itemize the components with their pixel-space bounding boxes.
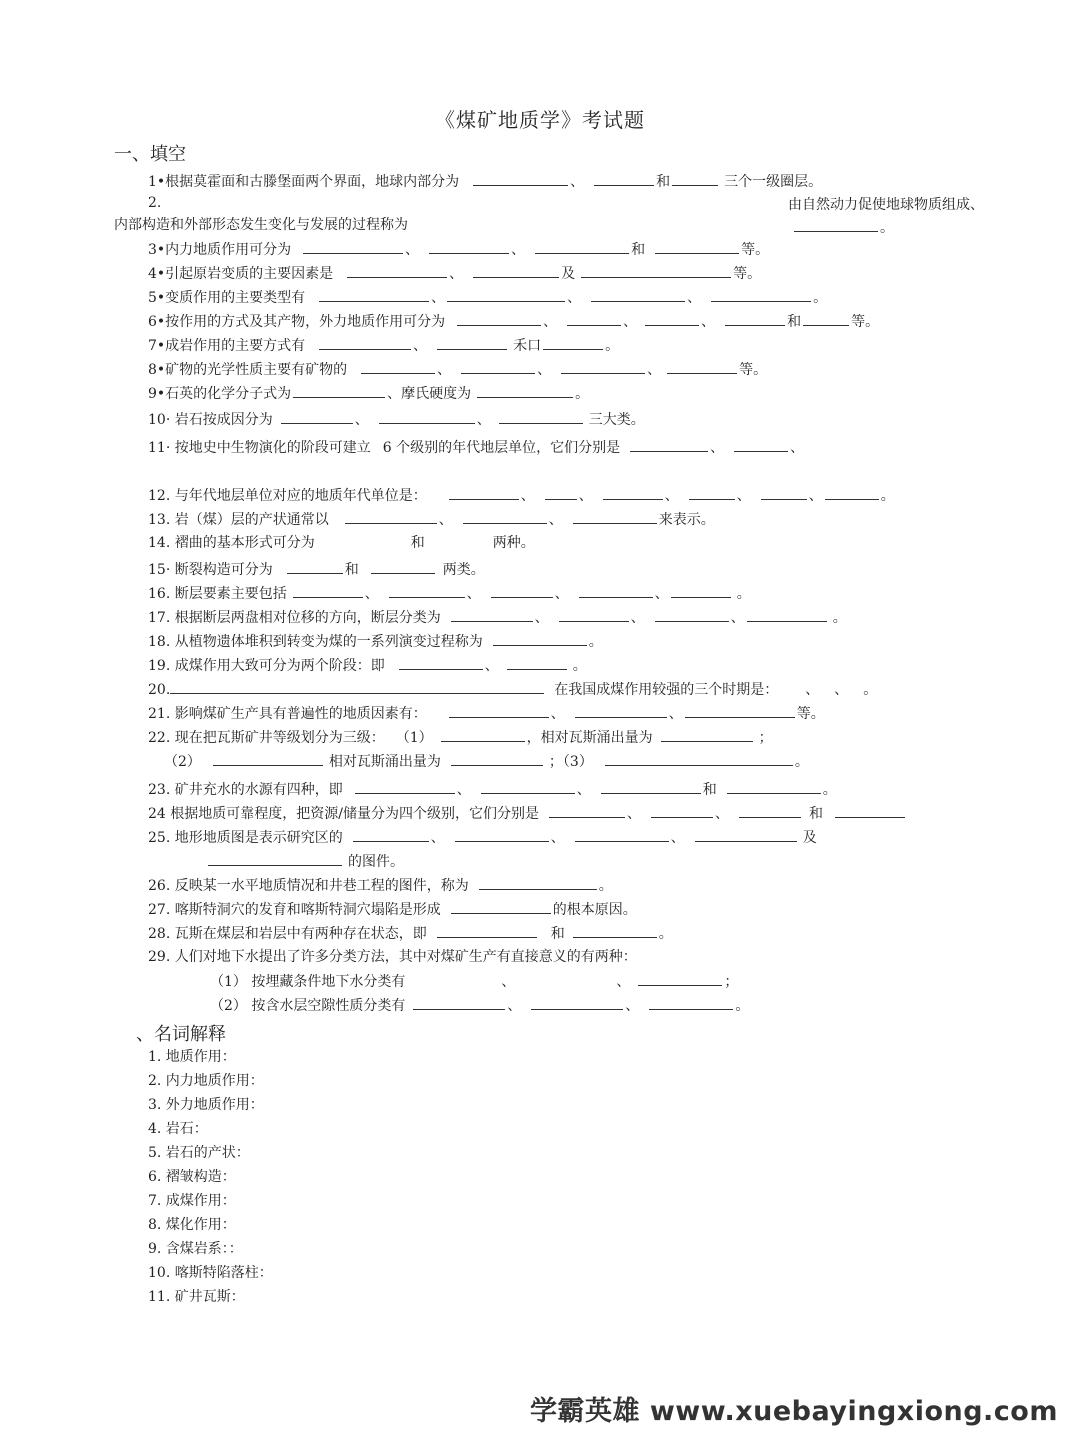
question-19: 19. 成煤作用大致可分为两个阶段：即 、 。 xyxy=(148,658,587,674)
question-16: 16. 断层要素主要包括 、 、 、 、 。 xyxy=(148,586,751,602)
term-item: 2. 内力地质作用： xyxy=(148,1073,264,1089)
question-7: 7•成岩作用的主要方式有 、 禾口 。 xyxy=(148,338,620,354)
question-25-cont: 的图件。 xyxy=(206,852,404,871)
term-item: 11. 矿井瓦斯： xyxy=(148,1289,245,1305)
question-2-number: 2. xyxy=(148,195,162,211)
question-22-cont: （2） 相对瓦斯涌出量为 ；（3） 。 xyxy=(164,754,809,770)
term-item: 6. 褶皱构造： xyxy=(148,1169,236,1185)
question-18: 18. 从植物遗体堆积到转变为煤的一系列演变过程称为 。 xyxy=(148,634,603,650)
question-3: 3•内力地质作用可分为 、 、 和 等。 xyxy=(148,242,770,258)
question-24: 24 根据地质可靠程度，把资源/储量分为四个级别，它们分别是 、 、 和 xyxy=(148,804,907,823)
question-2-text: 由自然动力促使地球物质组成、 xyxy=(788,197,984,213)
page-title: 《煤矿地质学》考试题 xyxy=(435,108,645,132)
term-item: 10. 喀斯特陷落柱： xyxy=(148,1265,273,1281)
term-item: 3. 外力地质作用： xyxy=(148,1097,264,1113)
question-14: 14. 褶曲的基本形式可分为 和 两种。 xyxy=(148,535,535,551)
term-item: 1. 地质作用： xyxy=(148,1049,236,1065)
term-item: 7. 成煤作用： xyxy=(148,1193,236,1209)
term-item: 5. 岩石的产状： xyxy=(148,1145,250,1161)
question-11: 11· 按地史中生物演化的阶段可建立 6 个级别的年代地层单位，它们分别是 、 、 xyxy=(148,440,805,456)
question-25: 25. 地形地质图是表示研究区的 、 、 、 及 xyxy=(148,830,817,846)
question-9: 9•石英的化学分子式为 、摩氏硬度为 。 xyxy=(148,386,590,402)
question-29-a: （1） 按埋藏条件地下水分类有 、 、 ； xyxy=(210,974,739,990)
term-item: 4. 岩石： xyxy=(148,1121,208,1137)
watermark: 学霸英雄 www.xuebayingxiong.com xyxy=(529,1396,1058,1427)
question-20: 20. 在我国成煤作用较强的三个时期是： 、 、 。 xyxy=(148,682,878,698)
question-6: 6•按作用的方式及其产物，外力地质作用可分为 、 、 、 和 等。 xyxy=(148,314,880,330)
question-10: 10· 岩石按成因分为 、 、 三大类。 xyxy=(148,412,645,428)
section-terms: 、名词解释 xyxy=(136,1024,226,1045)
question-29-b: （2） 按含水层空隙性质分类有 、 、 。 xyxy=(210,998,750,1014)
term-item: 8. 煤化作用： xyxy=(148,1217,236,1233)
question-12: 12. 与年代地层单位对应的地质年代单位是： 、 、 、 、 、 。 xyxy=(148,488,895,504)
question-21: 21. 影响煤矿生产具有普遍性的地质因素有： 、 、 等。 xyxy=(148,706,825,722)
term-item: 9. 含煤岩系：： xyxy=(148,1241,243,1257)
question-8: 8•矿物的光学性质主要有矿物的 、 、 、 等。 xyxy=(148,362,768,378)
question-17: 17. 根据断层两盘相对位移的方向，断层分类为 、 、 、 。 xyxy=(148,610,847,626)
section-fill-in: 一、填空 xyxy=(114,144,186,165)
question-27: 27. 喀斯特洞穴的发育和喀斯特洞穴塌陷是形成 的根本原因。 xyxy=(148,902,637,918)
question-5: 5•变质作用的主要类型有 、 、 、 。 xyxy=(148,290,828,306)
question-15: 15· 断裂构造可分为 和 两类。 xyxy=(148,562,485,578)
question-29: 29. 人们对地下水提出了许多分类方法，其中对煤矿生产有直接意义的有两种： xyxy=(148,949,637,965)
question-22: 22. 现在把瓦斯矿井等级划分为三级： （1） ，相对瓦斯涌出量为 ； xyxy=(148,730,773,746)
question-4: 4•引起原岩变质的主要因素是 、 及 等。 xyxy=(148,266,762,282)
question-2-cont: 内部构造和外部形态发生变化与发展的过程称为 xyxy=(114,217,408,233)
question-1: 1•根据莫霍面和古滕堡面两个界面，地球内部分为 、 和 三个一级圈层。 xyxy=(148,174,823,190)
question-23: 23. 矿井充水的水源有四种，即 、 、 和 。 xyxy=(148,782,837,798)
question-2-blank: 。 xyxy=(792,218,894,237)
question-13: 13. 岩（煤）层的产状通常以 、 、 来表示。 xyxy=(148,512,715,528)
question-26: 26. 反映某一水平地质情况和井巷工程的图件，称为 。 xyxy=(148,878,613,894)
question-28: 28. 瓦斯在煤层和岩层中有两种存在状态，即 和 。 xyxy=(148,926,673,942)
